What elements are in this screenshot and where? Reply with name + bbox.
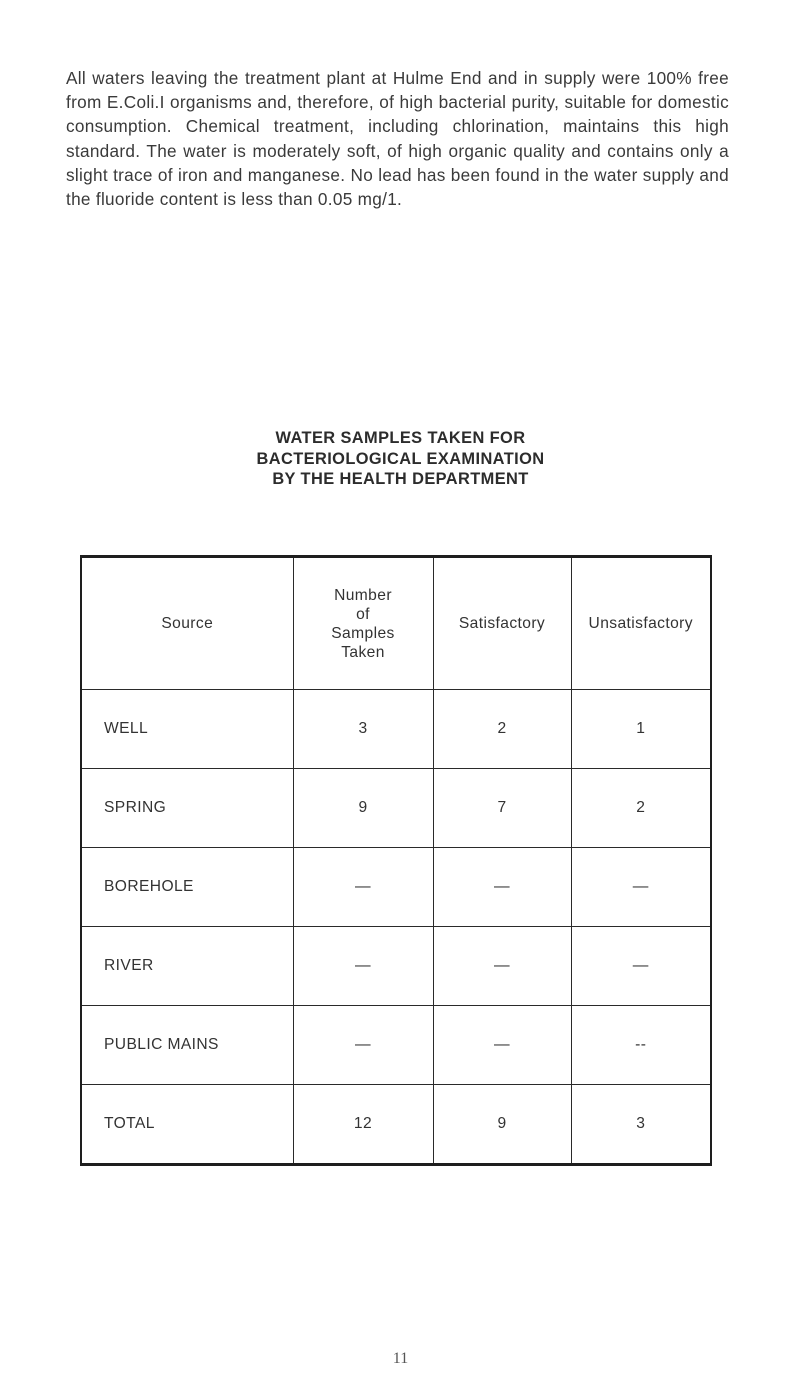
cell-source: SPRING: [81, 769, 293, 848]
header-source: Source: [81, 557, 293, 690]
cell-satisfactory: 9: [433, 1085, 571, 1165]
cell-number: —: [293, 1006, 433, 1085]
table-row-river: [81, 927, 711, 1006]
cell-source: BOREHOLE: [81, 848, 293, 927]
table-header-row: [81, 557, 711, 690]
cell-number: 3: [293, 690, 433, 769]
cell-satisfactory: —: [433, 1006, 571, 1085]
table-row-public-mains: [81, 1006, 711, 1085]
table-title-line-2: BACTERIOLOGICAL EXAMINATION: [256, 449, 545, 468]
header-satisfactory: Satisfactory: [433, 557, 571, 690]
cell-satisfactory: 2: [433, 690, 571, 769]
cell-unsatisfactory: 1: [571, 690, 711, 769]
samples-table-container: [80, 555, 710, 1149]
intro-paragraph: All waters leaving the treatment plant at Hulme End and in supply were 100% free from E.Coli.I organisms and, therefore, of high bacterial purity, suitable for domestic consumption. Chemical treatment, including chlorination, maintains this high standard. The water is moderately soft, of high organic quality and contains only a slight trace of iron and manganese. No lead has been found in the water supply and the fluoride content is less than 0.05 mg/1.: [66, 68, 729, 210]
cell-source: PUBLIC MAINS: [81, 1006, 293, 1085]
table-row-well: [81, 690, 711, 769]
cell-source: WELL: [81, 690, 293, 769]
page-number: 11: [392, 1350, 409, 1367]
cell-satisfactory: —: [433, 848, 571, 927]
header-number-line-3: Samples: [331, 624, 395, 642]
header-number-of-samples: [293, 557, 433, 690]
header-number-line-2: of: [356, 605, 370, 623]
header-number-line-1: Number: [334, 586, 392, 604]
header-number-line-4: Taken: [341, 643, 385, 661]
cell-satisfactory: 7: [433, 769, 571, 848]
table-title: [0, 428, 801, 490]
cell-unsatisfactory: 3: [571, 1085, 711, 1165]
cell-number: 9: [293, 769, 433, 848]
cell-satisfactory: —: [433, 927, 571, 1006]
table-title-line-3: BY THE HEALTH DEPARTMENT: [272, 470, 529, 488]
cell-number: —: [293, 927, 433, 1006]
table-title-line-1: WATER SAMPLES TAKEN FOR: [275, 429, 526, 447]
header-unsatisfactory: Unsatisfactory: [571, 557, 711, 690]
cell-number: 12: [293, 1085, 433, 1165]
table-row-spring: [81, 769, 711, 848]
cell-source: RIVER: [81, 927, 293, 1006]
cell-unsatisfactory: —: [571, 927, 711, 1006]
samples-table: [80, 555, 712, 1166]
cell-source: TOTAL: [81, 1085, 293, 1165]
cell-unsatisfactory: 2: [571, 769, 711, 848]
cell-unsatisfactory: —: [571, 848, 711, 927]
cell-unsatisfactory: --: [571, 1006, 711, 1085]
table-row-borehole: [81, 848, 711, 927]
cell-number: —: [293, 848, 433, 927]
table-row-total: [81, 1085, 711, 1165]
